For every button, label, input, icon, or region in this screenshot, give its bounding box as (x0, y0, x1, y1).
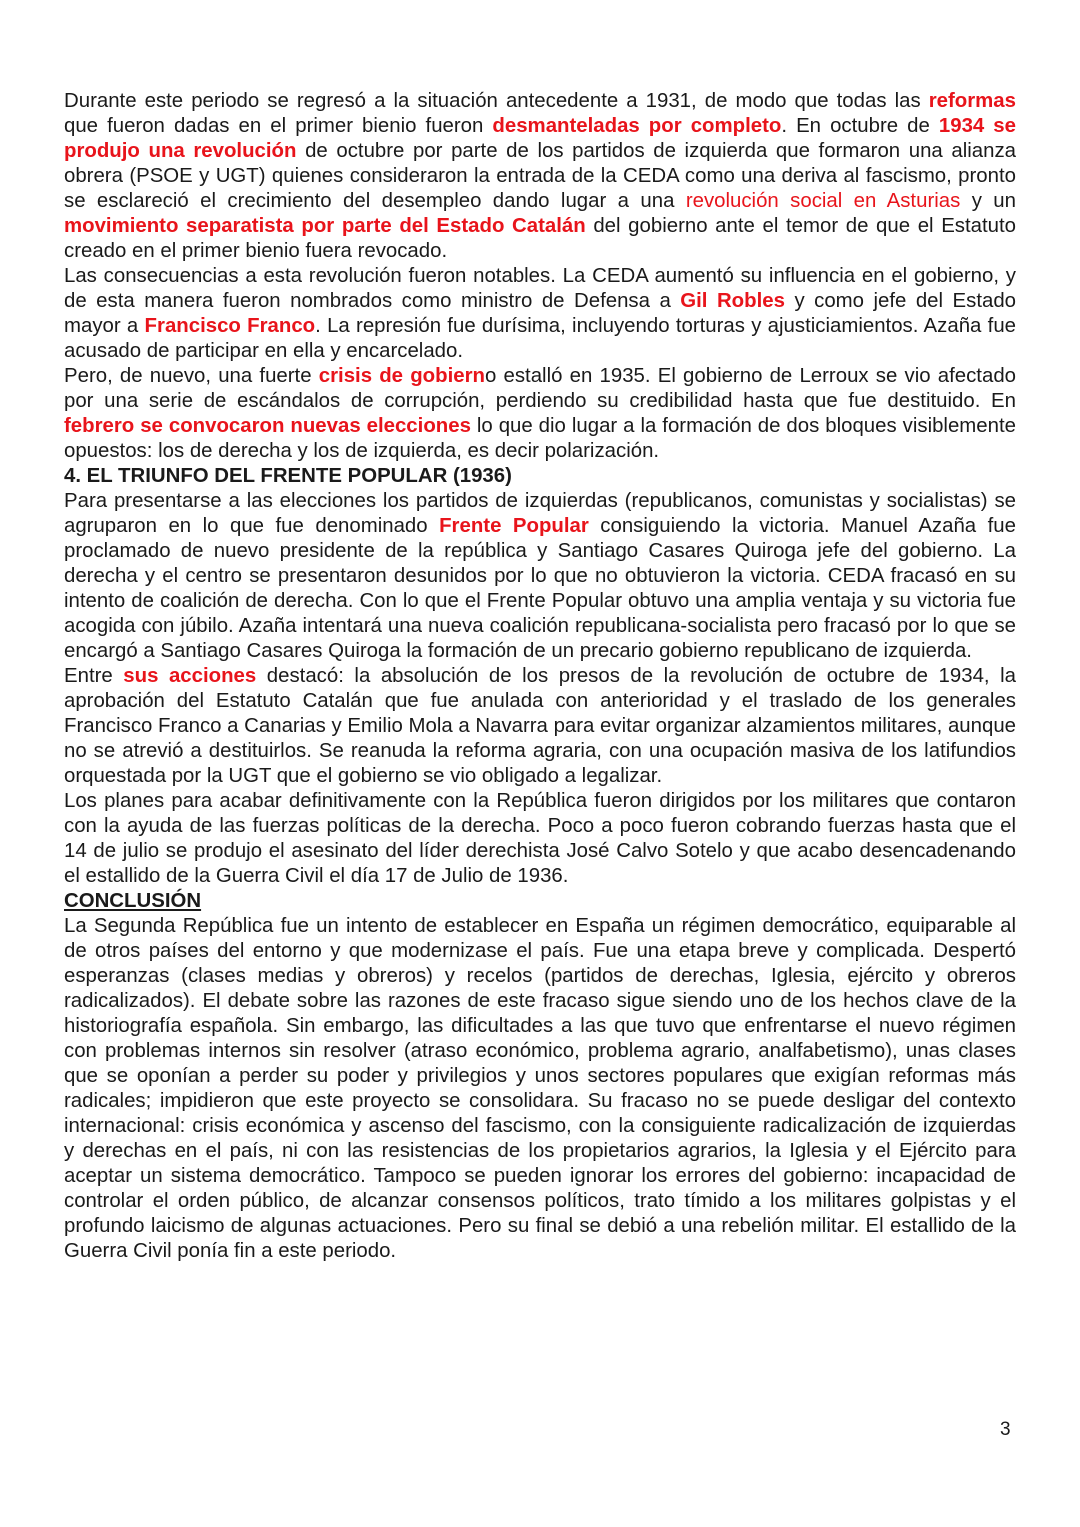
highlight-sus-acciones: sus acciones (123, 665, 257, 687)
highlight-reformas: reformas (928, 90, 1016, 112)
section-heading-frente-popular: 4. EL TRIUNFO DEL FRENTE POPULAR (1936) (64, 465, 512, 487)
highlight-crisis-gobierno: crisis de gobiern (318, 365, 485, 387)
highlight-francisco-franco: Francisco Franco (144, 315, 316, 337)
text-run: . En octubre de (781, 115, 939, 137)
highlight-frente-popular: Frente Popular (439, 515, 589, 537)
paragraph-segundo-bienio (64, 89, 1016, 264)
paragraph-acciones (64, 664, 1016, 789)
text-run: de octubre por parte de los partidos de izquierda que formaron una alianza obrera (PSOE y UGT) quienes consideraron la entrada de la CEDA como una deriva al fascismo, pronto se esclareció el crecimiento del desempleo dando lugar a una (64, 140, 1016, 212)
page-number: 3 (1000, 1419, 1011, 1440)
highlight-revolucion-1934: 1934 se produjo una revolución (64, 115, 1016, 162)
text-run: Para presentarse a las elecciones los partidos de izquierdas (republicanos, comunistas y socialistas) se agruparon en lo que fue denominado (64, 490, 1016, 537)
highlight-asturias: revolución social en Asturias (685, 190, 961, 212)
text-run: o estalló en 1935. El gobierno de Lerroux se vio afectado por una serie de escándalos de corrupción, perdiendo su credibilidad hasta que fue destituido. En (64, 365, 1016, 412)
text-run: lo que dio lugar a la formación de dos bloques visiblemente opuestos: los de derecha y los de izquierda, es decir polarización. (64, 415, 1016, 462)
paragraph-crisis-gobierno (64, 364, 1016, 464)
paragraph-planes-militares: Los planes para acabar definitivamente con la República fueron dirigidos por los militares que contaron con la ayuda de las fuerzas políticas de la derecha. Poco a poco fueron cobrando fuerzas hasta que el 14 de julio se produjo el asesinato del líder derechista José Calvo Sotelo y que acabo desencadenando el estallido de la Guerra Civil el día 17 de Julio de 1936. (64, 790, 1016, 887)
highlight-estado-catalan: movimiento separatista por parte del Estado Catalán (64, 215, 586, 237)
text-run: Durante este periodo se regresó a la situación antecedente a 1931, de modo que todas las (64, 90, 929, 112)
text-run: Las consecuencias a esta revolución fueron notables. La CEDA aumentó su influencia en el gobierno, y de esta manera fueron nombrados como ministro de Defensa a (64, 265, 1016, 312)
text-run: consiguiendo la victoria. Manuel Azaña fue proclamado de nuevo presidente de la república y Santiago Casares Quiroga jefe del gobierno. La derecha y el centro se presentaron desunidos por lo que no obtuvieron la victoria. CEDA fracasó en su intento de coalición de derecha. Con lo que el Frente Popular obtuvo una amplia ventaja y su victoria fue acogida con júbilo. Azaña intentará una nueva coalición republicana-socialista pero fracasó por lo que se encargó a Santiago Casares Quiroga la formación de un precario gobierno republicano de izquierda. (64, 515, 1016, 662)
document-body (64, 89, 1016, 1264)
paragraph-conclusion: La Segunda República fue un intento de establecer en España un régimen democrático, equiparable al de otros países del entorno y que modernizase el país. Fue una etapa breve y complicada. Despertó esperanzas (clases medias y obreros) y recelos (partidos de derechas, Iglesia, ejército y obreros radicalizados). El debate sobre las razones de este fracaso sigue siendo uno de los hechos clave de la historiografía española. Sin embargo, las dificultades a las que tuvo que enfrentarse el nuevo régimen con problemas internos sin resolver (atraso económico, problema agrario, analfabetismo), unas clases que se oponían a perder su poder y privilegios y unos sectores populares que exigían reformas más radicales; impidieron que este proyecto se consolidara. Su fracaso no se puede desligar del contexto internacional: crisis económica y ascenso del fascismo, con la consiguiente radicalización de izquierdas y derechas en el país, ni con las resistencias de los propietarios agrarios, la Iglesia y el Ejército para aceptar un sistema democrático. Tampoco se pueden ignorar los errores del gobierno: incapacidad de controlar el orden público, de alcanzar consensos políticos, trato tímido a los militares golpistas y el profundo laicismo de algunas actuaciones. Pero su final se debió a una rebelión militar. El estallido de la Guerra Civil ponía fin a este periodo. (64, 915, 1016, 1262)
text-run: Entre (64, 665, 124, 687)
highlight-nuevas-elecciones: febrero se convocaron nuevas elecciones (64, 415, 471, 437)
text-run: Pero, de nuevo, una fuerte (64, 365, 319, 387)
conclusion-title: CONCLUSIÓN (64, 890, 202, 912)
paragraph-frente-popular (64, 489, 1016, 664)
text-run: y como jefe del Estado mayor a (64, 290, 1017, 337)
text-run: que fueron dadas en el primer bienio fueron (64, 115, 493, 137)
paragraph-consecuencias (64, 264, 1016, 364)
highlight-desmanteladas: desmanteladas por completo (492, 115, 782, 137)
text-run: y un (960, 190, 1016, 212)
highlight-gil-robles: Gil Robles (680, 290, 785, 312)
text-run: . La represión fue durísima, incluyendo torturas y ajusticiamientos. Azaña fue acusado de participar en ella y encarcelado. (64, 315, 1016, 362)
text-run: del gobierno ante el temor de que el Estatuto creado en el primer bienio fuera revocado. (64, 215, 1017, 262)
text-run: destacó: la absolución de los presos de la revolución de octubre de 1934, la aprobación del Estatuto Catalán que fue anulada con anterioridad y el traslado de los generales Francisco Franco a Canarias y Emilio Mola a Navarra para evitar organizar alzamientos militares, aunque no se atrevió a destituirlos. Se reanuda la reforma agraria, con una ocupación masiva de los latifundios orquestada por la UGT que el gobierno se vio obligado a legalizar. (64, 665, 1016, 787)
